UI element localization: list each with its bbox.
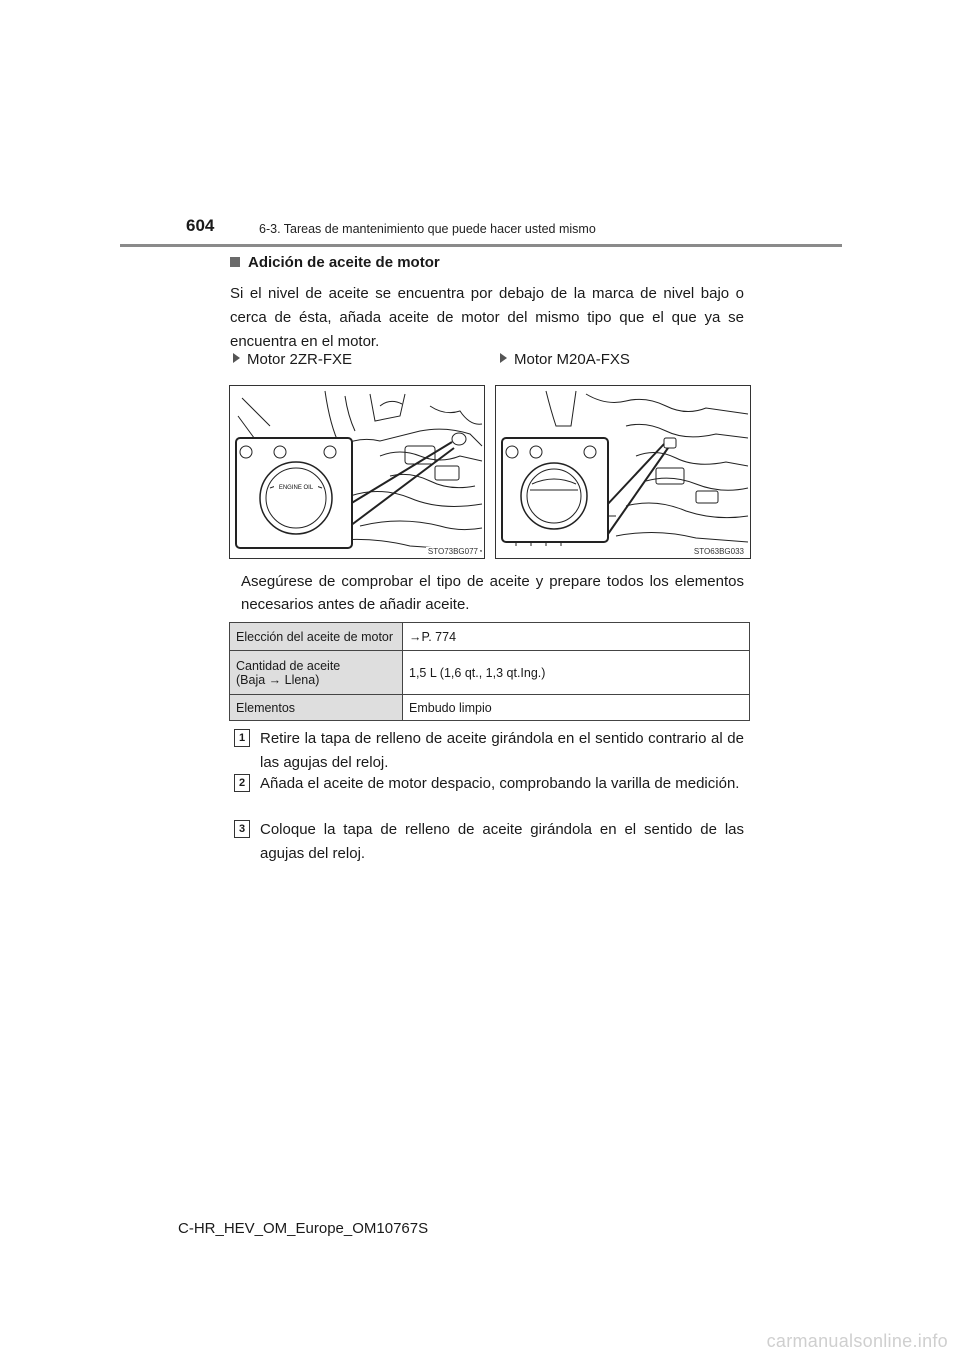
section-title: 6-3. Tareas de mantenimiento que puede hacer usted mismo xyxy=(259,222,596,236)
engine-label-1 xyxy=(233,351,352,368)
oil-spec-table xyxy=(229,622,750,721)
step-number-1: 1 xyxy=(234,729,250,747)
engine-label-text: Motor 2ZR-FXE xyxy=(247,351,353,368)
engine-label-text: Motor M20A-FXS xyxy=(514,351,630,368)
engine-illustration-2zr xyxy=(229,385,485,559)
page-number: 604 xyxy=(186,216,215,235)
engine-label-2 xyxy=(500,351,630,368)
table-cell-value: →P. 774 xyxy=(403,623,750,651)
step-number-3: 3 xyxy=(234,820,250,838)
footer-doc-id: C-HR_HEV_OM_Europe_OM10767S xyxy=(178,1220,429,1237)
key-line-1: Cantidad de aceite xyxy=(236,658,341,673)
heading-text: Adición de aceite de motor xyxy=(248,254,440,271)
triangle-bullet-icon xyxy=(233,353,240,363)
table-row xyxy=(230,623,750,651)
square-bullet-icon xyxy=(230,257,240,267)
watermark: carmanualsonline.info xyxy=(766,1331,948,1351)
table-row xyxy=(230,695,750,721)
engine-bay-drawing xyxy=(230,386,484,558)
table-cell-key: Elementos xyxy=(230,695,403,721)
image-code: STO73BG077 xyxy=(427,547,478,556)
step-text-2: Añada el aceite de motor despacio, comprobando la varilla de medición. xyxy=(260,775,740,792)
intro-paragraph: Si el nivel de aceite se encuentra por debajo de la marca de nivel bajo o cerca de ésta, añada aceite de motor del mismo tipo que el que ya se encuentra en el motor. xyxy=(230,285,744,350)
step-number-2: 2 xyxy=(234,774,250,792)
section-heading xyxy=(230,254,440,271)
key-line-2: (Baja → Llena) xyxy=(236,672,320,687)
table-cell-value: 1,5 L (1,6 qt., 1,3 qt.Ing.) xyxy=(403,651,750,695)
table-cell-key: Elección del aceite de motor xyxy=(230,623,403,651)
table-cell-key xyxy=(230,651,403,695)
triangle-bullet-icon xyxy=(500,353,507,363)
image-code: STO63BG033 xyxy=(693,547,744,556)
engine-bay-drawing xyxy=(496,386,750,558)
step-text-1: Retire la tapa de relleno de aceite girándola en el sentido contrario al de las agujas del reloj. xyxy=(260,730,744,771)
cap-text: ENGINE OIL xyxy=(278,485,314,491)
preparation-note: Asegúrese de comprobar el tipo de aceite y prepare todos los elementos necesarios antes de añadir aceite. xyxy=(241,573,744,613)
table-cell-value: Embudo limpio xyxy=(403,695,750,721)
engine-illustration-m20a xyxy=(495,385,751,559)
table-row xyxy=(230,651,750,695)
header-rule xyxy=(120,244,842,247)
step-text-3: Coloque la tapa de relleno de aceite girándola en el sentido de las agujas del reloj. xyxy=(260,821,744,862)
